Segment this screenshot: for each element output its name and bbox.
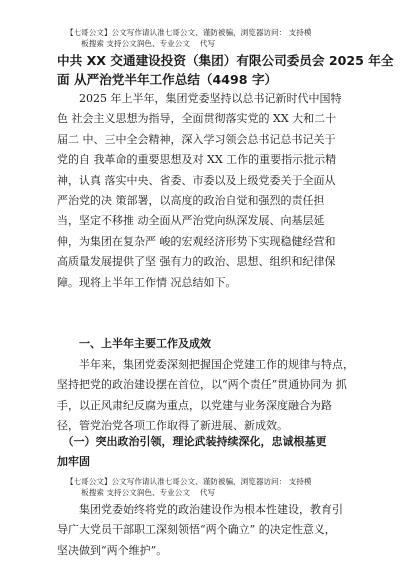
- promo-header-line: 板搜索 支持公文润色、专业公文 代写: [66, 39, 216, 48]
- subsection-heading-line: 加牢固: [57, 455, 90, 469]
- paragraph-line: 半年来，集团党委深刻把握国企党建工作的规律与特点，: [57, 358, 354, 371]
- promo-footer: [66, 476, 366, 498]
- paragraph-line: 神，认真 落实中央、省委、市委以及上级党委关于全面从: [57, 173, 336, 187]
- title-line: 中共 XX 交通建设投资（集团）有限公司委员会 2025 年全: [57, 53, 394, 68]
- paragraph-line: 径，管党治党各项工作取得了新进展、新成效。: [57, 419, 288, 433]
- paragraph-line: 障。现将上半年工作情 况总结如下。: [57, 275, 237, 289]
- paragraph-line: 手，以正风肃纪反腐为重点，以党建与业务深度融合为路: [57, 398, 332, 412]
- paragraph-line: 导广大党员干部职工深刻领悟“两个确立” 的决定性意义，: [57, 523, 336, 537]
- paragraph-line: 严治党的决 策部署，以高度的政治自觉和强烈的责任担: [57, 193, 325, 207]
- paragraph-line: 集团党委始终将党的政治建设作为根本性建设，教育引: [57, 503, 343, 516]
- paragraph-line: 党的自 我革命的重要思想及对 XX 工作的重要指示批示精: [57, 153, 337, 167]
- paragraph-line: 色 社会主义思想为指导，全面贯彻落实党的 XX 大和二十: [57, 112, 337, 126]
- promo-header-line: 【七哥公文】公文写作请认准七哥公文、谨防被骗，浏览器访问： 支持模: [66, 28, 312, 37]
- intro-paragraph: [57, 89, 367, 293]
- subsection-heading-line: （一）突出政治引领，理论武装持续深化，忠诚根基更: [57, 435, 327, 448]
- section-paragraph: [57, 355, 367, 437]
- subsection-heading: [57, 432, 367, 473]
- title-line: 面 从严治党半年工作总结（4498 字）: [57, 72, 278, 87]
- section-heading: [57, 334, 367, 354]
- subsection-paragraph: [57, 500, 367, 561]
- section-heading-line: 一、上半年主要工作及成效: [57, 337, 211, 350]
- document-title: [57, 51, 394, 89]
- paragraph-line: 届二 中、三中全会精神，深入学习领会总书记总书记关于: [57, 132, 336, 146]
- paragraph-line: 高质量发展提供了坚 强有力的政治、思想、组织和纪律保: [57, 255, 336, 269]
- paragraph-line: 2025 年上半年，集团党委坚持以总书记新时代中国特: [57, 92, 342, 105]
- paragraph-line: 坚持把党的政治建设摆在首位，以“两个责任”贯通协同为 抓: [57, 378, 347, 392]
- paragraph-line: 坚决做到“两个维护”。: [57, 543, 168, 557]
- paragraph-line: 伸，为集团在复杂严 峻的宏观经济形势下实现稳健经营和: [57, 234, 336, 248]
- paragraph-line: 当，坚定不移推 动全面从严治党向纵深发展、向基层延: [57, 214, 325, 228]
- promo-footer-line: 板搜索 支持公文润色、专业公文 代写: [66, 488, 216, 497]
- promo-footer-line: 【七哥公文】公文写作请认准七哥公文、谨防被骗，浏览器访问： 支持模: [66, 477, 312, 486]
- promo-header: [66, 27, 366, 49]
